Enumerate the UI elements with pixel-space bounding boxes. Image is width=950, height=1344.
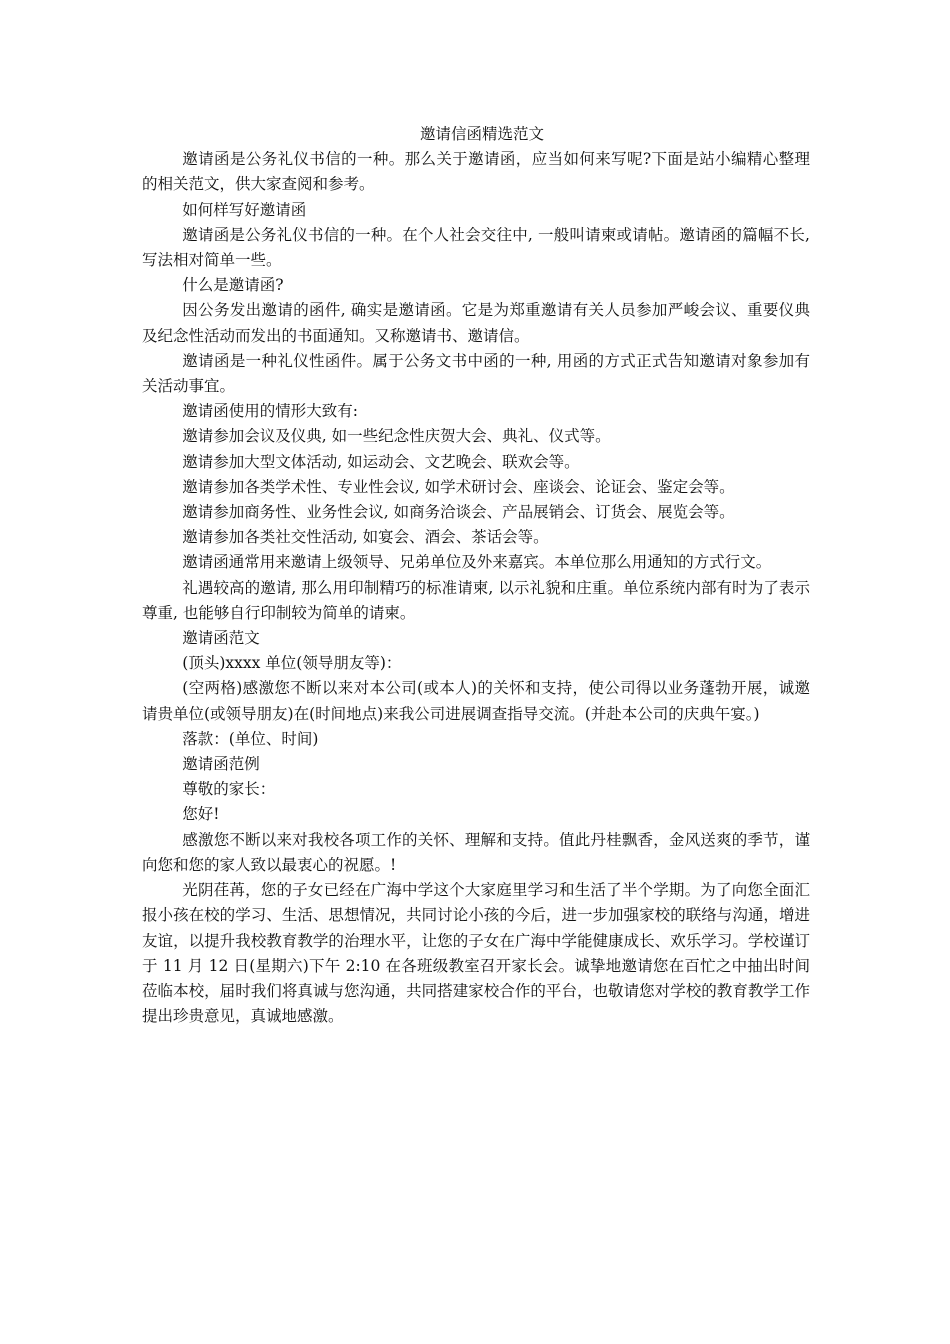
letter-body: 感激您不断以来对我校各项工作的关怀、理解和支持。值此丹桂飘香，金风送爽的季节，谨向您和您的家人致以最衷心的祝愿。! (142, 830, 810, 874)
paragraph: 邀请函是公务礼仪书信的一种。那么关于邀请函，应当如何来写呢?下面是站小编精心整理的相关范文，供大家查阅和参考。 (142, 150, 810, 194)
section-heading: 邀请函范例 (182, 755, 260, 774)
letter-body: 光阴荏苒，您的子女已经在广海中学这个大家庭里学习和生活了半个学期。为了向您全面汇报小孩在校的学习、生活、思想情况，共同讨论小孩的今后，进一步加强家校的联络与沟通，增进友谊，以提升我校教育教学的治理水平，让您的子女在广海中学能健康成长、欢乐学习。学校谨订于 11 月 12 日(星期六)下午 2:10 在各班级教室召开家长会。诚挚地邀请您在百忙之中抽出时间莅临本校，届时我们将真诚与您沟通，共同搭建家校合作的平台，也敬请您对学校的教育教学工作提出珍贵意见，真诚地感激。 (142, 881, 810, 1026)
section-heading: 什么是邀请函? (182, 276, 284, 295)
paragraph: 因公务发出邀请的函件, 确实是邀请函。它是为郑重邀请有关人员参加严峻会议、重要仪典及纪念性活动而发出的书面通知。又称邀请书、邀请信。 (142, 301, 810, 345)
section-heading: 如何样写好邀请函 (182, 200, 307, 219)
paragraph: 邀请函通常用来邀请上级领导、兄弟单位及外来嘉宾。本单位那么用通知的方式行文。 (182, 553, 772, 572)
list-item: 邀请参加各类学术性、专业性会议, 如学术研讨会、座谈会、论证会、鉴定会等。 (182, 477, 735, 496)
paragraph: 邀请函使用的情形大致有: (182, 402, 359, 421)
template-signature: 落款：(单位、时间) (182, 729, 319, 748)
document-title: 邀请信函精选范文 (419, 125, 544, 143)
document-page (142, 122, 810, 1029)
template-body: (空两格)感激您不断以来对本公司(或本人)的关怀和支持，使公司得以业务蓬勃开展，诚邀请贵单位(或领导朋友)在(时间地点)来我公司进展调查指导交流。(并赴本公司的庆典午宴。) (142, 679, 810, 723)
list-item: 邀请参加会议及仪典, 如一些纪念性庆贺大会、典礼、仪式等。 (182, 427, 611, 446)
paragraph: 邀请函是一种礼仪性函件。属于公务文书中函的一种, 用函的方式正式告知邀请对象参加有关活动事宜。 (142, 351, 810, 396)
letter-greeting: 您好! (182, 805, 220, 824)
paragraph: 邀请函是公务礼仪书信的一种。在个人社会交往中, 一般叫请柬或请帖。邀请函的篇幅不长, 写法相对简单一些。 (142, 225, 810, 270)
document-body (142, 147, 810, 1029)
paragraph: 礼遇较高的邀请, 那么用印制精巧的标准请柬, 以示礼貌和庄重。单位系统内部有时为了表示尊重, 也能够自行印制较为简单的请柬。 (142, 578, 810, 622)
letter-salutation: 尊敬的家长： (182, 780, 276, 799)
list-item: 邀请参加商务性、业务性会议, 如商务洽谈会、产品展销会、订货会、展览会等。 (182, 503, 735, 522)
section-heading: 邀请函范文 (182, 629, 260, 648)
list-item: 邀请参加大型文体活动, 如运动会、文艺晚会、联欢会等。 (182, 452, 580, 471)
list-item: 邀请参加各类社交性活动, 如宴会、酒会、茶话会等。 (182, 528, 549, 547)
template-salutation: (顶头)xxxx 单位(领导朋友等)： (182, 654, 402, 673)
